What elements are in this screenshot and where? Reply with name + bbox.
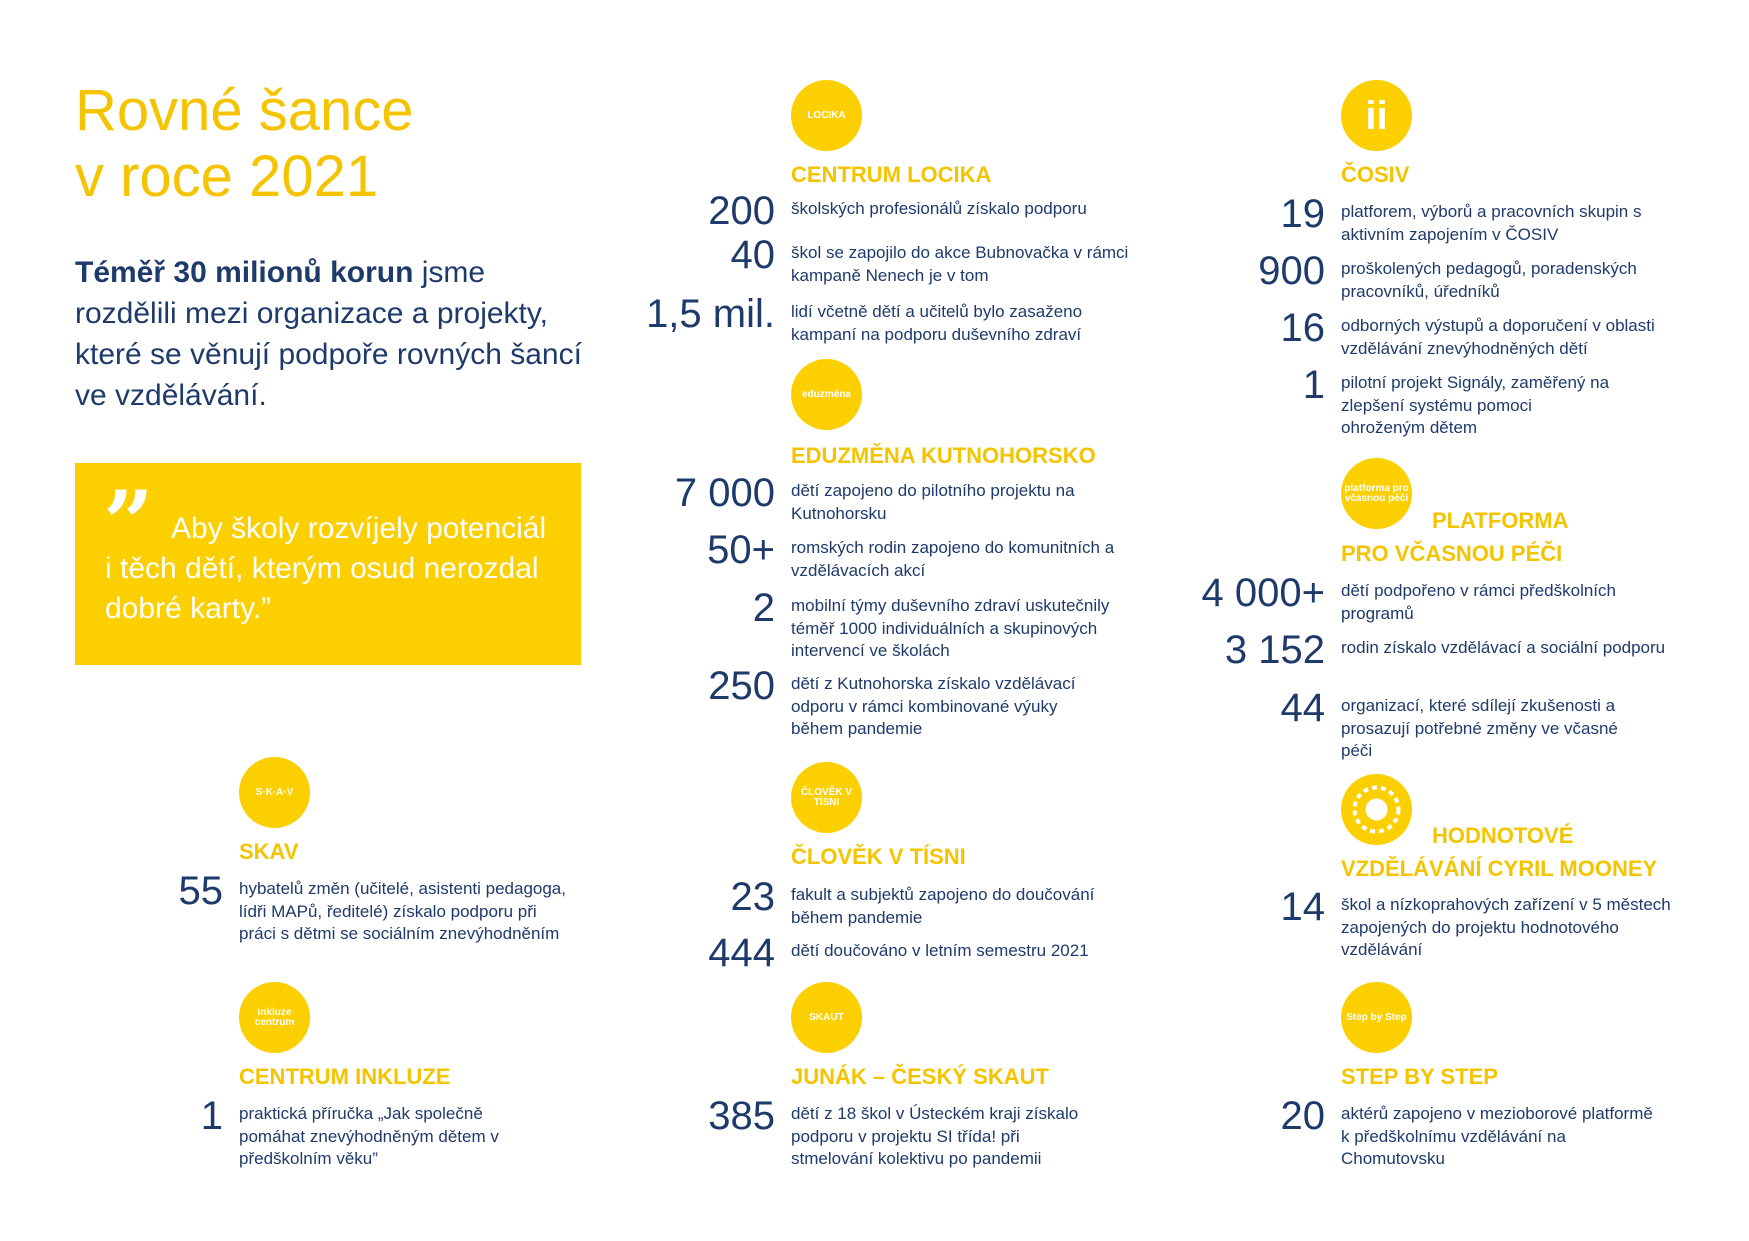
org-cosiv-title: ČOSIV xyxy=(1341,162,1410,187)
stat-number: 3 152 xyxy=(1224,628,1325,672)
stat-cosiv-3 xyxy=(1280,306,1686,360)
stat-description: fakult a subjektů zapojeno do doučování během pandemie xyxy=(791,885,1095,927)
intro-text: jsme rozdělili mezi organizace a projekty, které se věnují podpoře rovných šancí ve vzdělávání. xyxy=(75,256,582,412)
locika-logo-icon: LOCIKA xyxy=(791,80,862,151)
stat-number: 19 xyxy=(1280,192,1325,236)
stat-number: 2 xyxy=(752,586,775,630)
stat-clovek-2 xyxy=(708,931,1141,975)
org-platforma-title-line-2: PRO VČASNOU PÉČI xyxy=(1341,541,1563,566)
stat-number: 900 xyxy=(1258,249,1325,293)
skav-logo-icon: S·K·A·V xyxy=(239,757,310,828)
stat-description: praktická příručka „Jak společně pomáhat znevýhodněným dětem v předškolním věku” xyxy=(239,1104,499,1168)
skaut-logo-icon: SKAUT xyxy=(791,982,862,1053)
stat-number: 1 xyxy=(1302,363,1325,407)
org-mooney-title-line-2: VZDĚLÁVÁNÍ CYRIL MOONEY xyxy=(1341,856,1658,881)
mooney-logo-icon xyxy=(1341,774,1412,845)
stat-description: proškolených pedagogů, poradenských pracovníků, úředníků xyxy=(1341,259,1637,301)
org-mooney-title-line-1: HODNOTOVÉ xyxy=(1432,823,1574,848)
stat-number: 200 xyxy=(708,189,775,233)
stat-clovek-1 xyxy=(730,875,1141,929)
title-line-1: Rovné šance xyxy=(75,78,414,143)
stat-number: 23 xyxy=(730,875,775,919)
stat-description: dětí z Kutnohorska získalo vzdělávací odporu v rámci kombinované výuky během pandemie xyxy=(791,674,1076,738)
org-clovek-title: ČLOVĚK V TÍSNI xyxy=(791,844,966,869)
stat-description: rodin získalo vzdělávací a sociální podporu xyxy=(1341,638,1666,657)
stat-description: platforem, výborů a pracovních skupin s aktivním zapojením v ČOSIV xyxy=(1341,202,1642,244)
org-locika-title: CENTRUM LOCIKA xyxy=(791,162,992,187)
stat-description: organizací, které sdílejí zkušenosti a prosazují potřebné změny ve včasné péči xyxy=(1341,696,1618,760)
stat-number: 55 xyxy=(178,869,223,913)
stat-description: mobilní týmy duševního zdraví uskutečnily téměř 1000 individuálních a skupinových intervencí ve školách xyxy=(791,596,1110,660)
intro-paragraph xyxy=(75,252,595,416)
org-platforma-title-line-1: PLATFORMA xyxy=(1432,508,1569,533)
stat-junak-1 xyxy=(708,1094,1101,1171)
stat-inkluze-1 xyxy=(200,1094,539,1171)
stat-mooney-1 xyxy=(1280,885,1681,962)
stat-step-1 xyxy=(1280,1094,1661,1171)
stat-description: hybatelů změn (učitelé, asistenti pedagoga, lídři MAPů, ředitelé) získalo podporu při práci s dětmi se sociálním znevýhodněním xyxy=(239,879,566,943)
intro-highlight: Téměř 30 milionů korun xyxy=(75,256,414,289)
stat-number: 50+ xyxy=(707,528,775,572)
stat-number: 44 xyxy=(1280,686,1325,730)
stat-number: 385 xyxy=(708,1094,775,1138)
quote-mark-icon: ” xyxy=(103,471,154,575)
flower-icon xyxy=(1341,774,1412,845)
stat-locika-1 xyxy=(708,189,1131,233)
platforma-logo-icon: platforma pro včasnou péči xyxy=(1341,458,1412,529)
stat-description: dětí doučováno v letním semestru 2021 xyxy=(791,941,1089,960)
clovek-v-tisni-logo-icon: ČLOVĚK V TÍSNI xyxy=(791,762,862,833)
stat-description: pilotní projekt Signály, zaměřený na zlepšení systému pomoci ohroženým dětem xyxy=(1341,373,1610,437)
stat-number: 444 xyxy=(708,931,775,975)
stat-description: dětí zapojeno do pilotního projektu na Kutnohorsku xyxy=(791,481,1075,523)
org-skav-title: SKAV xyxy=(239,839,299,864)
stat-description: romských rodin zapojeno do komunitních a vzdělávacích akcí xyxy=(791,538,1115,580)
page-title xyxy=(75,78,414,210)
stat-number: 1,5 mil. xyxy=(646,292,775,336)
stat-cosiv-1 xyxy=(1280,192,1681,246)
stat-description: dětí z 18 škol v Ústeckém kraji získalo podporu v projektu SI třída! při stmelování kolektivu po pandemii xyxy=(791,1104,1079,1168)
org-inkluze-title: CENTRUM INKLUZE xyxy=(239,1064,451,1089)
stat-platforma-1 xyxy=(1201,571,1681,625)
stat-platforma-3 xyxy=(1280,686,1641,763)
stat-locika-2 xyxy=(730,233,1131,287)
org-junak-title: JUNÁK – ČESKÝ SKAUT xyxy=(791,1064,1049,1089)
step-by-step-logo-icon: Step by Step xyxy=(1341,982,1412,1053)
stat-number: 7 000 xyxy=(674,471,775,515)
stat-eduzmena-2 xyxy=(707,528,1136,582)
stat-number: 1 xyxy=(200,1094,223,1138)
stat-locika-3 xyxy=(646,292,1131,346)
stat-description: škol a nízkoprahových zařízení v 5 městech zapojených do projektu hodnotového vzdělávání xyxy=(1341,895,1671,959)
stat-skav-1 xyxy=(178,869,569,946)
quote-text: Aby školy rozvíjely potenciál i těch dětí, kterým osud nerozdal dobré karty.” xyxy=(105,512,547,625)
stat-description: škol se zapojilo do akce Bubnovačka v rámci kampaně Nenech je v tom xyxy=(791,243,1129,285)
cosiv-logo-icon: ii xyxy=(1341,80,1412,151)
title-line-2: v roce 2021 xyxy=(75,144,379,209)
stat-eduzmena-1 xyxy=(674,471,1131,525)
stat-number: 20 xyxy=(1280,1094,1325,1138)
stat-cosiv-2 xyxy=(1258,249,1681,303)
stat-description: lidí včetně dětí a učitelů bylo zasaženo kampaní na podporu duševního zdraví xyxy=(791,302,1083,344)
stat-description: aktérů zapojeno v mezioborové platformě k předškolnímu vzdělávání na Chomutovsku xyxy=(1341,1104,1653,1168)
stat-eduzmena-4 xyxy=(708,664,1111,741)
stat-platforma-2 xyxy=(1224,628,1681,672)
stat-number: 4 000+ xyxy=(1201,571,1325,615)
org-step-title: STEP BY STEP xyxy=(1341,1064,1498,1089)
stat-description: dětí podpořeno v rámci předškolních programů xyxy=(1341,581,1616,623)
stat-cosiv-4 xyxy=(1302,363,1611,440)
stat-number: 14 xyxy=(1280,885,1325,929)
stat-number: 16 xyxy=(1280,306,1325,350)
eduzmena-logo-icon: eduzměna xyxy=(791,359,862,430)
stat-number: 40 xyxy=(730,233,775,277)
inkluze-logo-icon: inkluze centrum xyxy=(239,982,310,1053)
stat-eduzmena-3 xyxy=(752,586,1111,663)
org-eduzmena-title: EDUZMĚNA KUTNOHORSKO xyxy=(791,443,1096,468)
stat-number: 250 xyxy=(708,664,775,708)
quote-box xyxy=(75,463,581,665)
stat-description: školských profesionálů získalo podporu xyxy=(791,199,1087,218)
stat-description: odborných výstupů a doporučení v oblasti vzdělávání znevýhodněných dětí xyxy=(1341,316,1655,358)
